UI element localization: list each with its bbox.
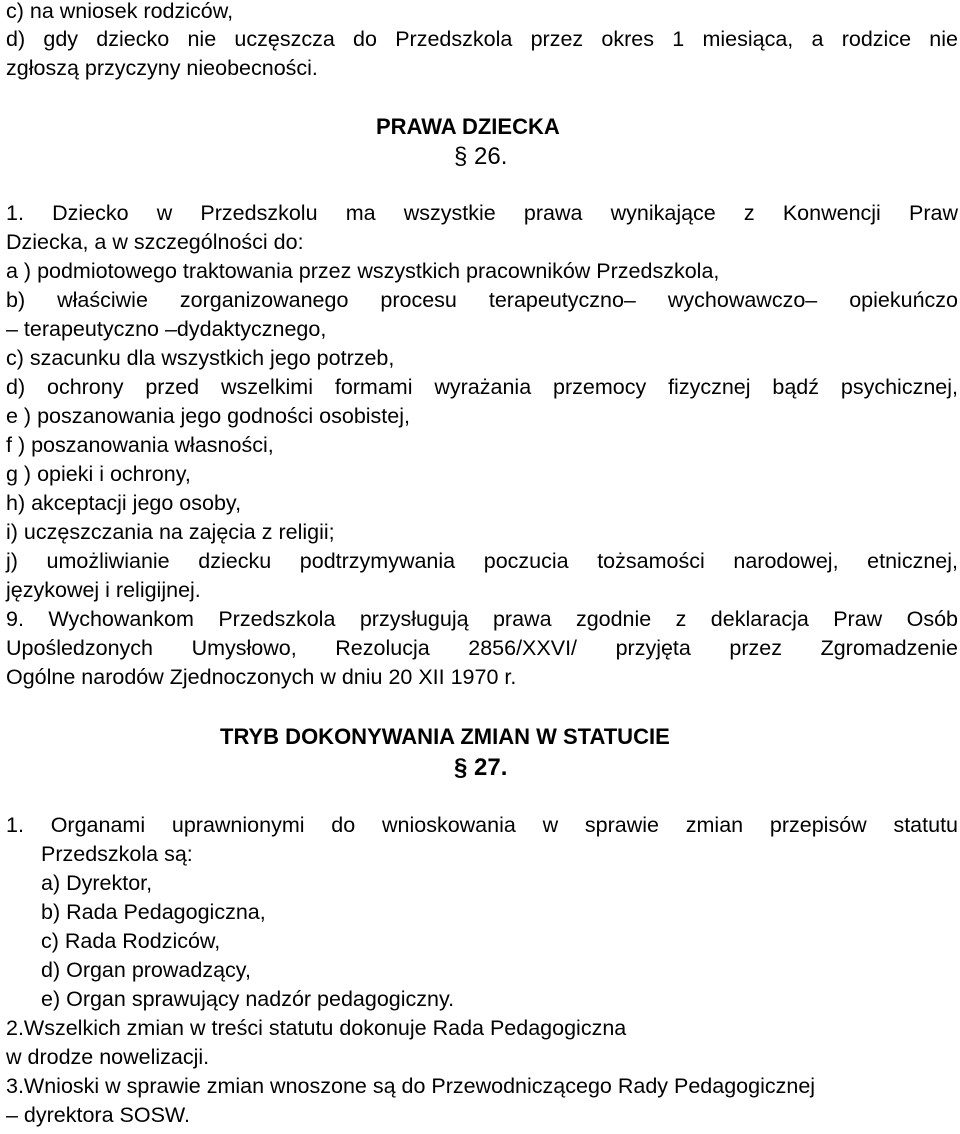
changes-item-a: a) Dyrektor,: [41, 871, 153, 895]
rights-item-b: b) właściwie zorganizowanego procesu terapeutyczno– wychowawczo– opiekuńczo: [6, 288, 958, 312]
rights-item-j-continued: językowej i religijnej.: [6, 578, 201, 602]
rights-paragraph-9: 9. Wychowankom Przedszkola przysługują prawa zgodnie z deklaracja Praw Osób: [6, 607, 958, 631]
changes-paragraph-2: 2.Wszelkich zmian w treści statutu dokonuje Rada Pedagogiczna: [6, 1016, 627, 1040]
rights-item-c: c) szacunku dla wszystkich jego potrzeb,: [6, 346, 395, 370]
rights-item-b-continued: – terapeutyczno –dydaktycznego,: [6, 317, 327, 341]
changes-paragraph-3-continued: – dyrektora SOSW.: [6, 1103, 191, 1127]
changes-item-d: d) Organ prowadzący,: [41, 958, 251, 982]
changes-item-b: b) Rada Pedagogiczna,: [41, 900, 266, 924]
intro-item-c: c) na wniosek rodziców,: [6, 0, 234, 23]
rights-paragraph-9-continued: Upośledzonych Umysłowo, Rezolucja 2856/XXVI/ przyjęta przez Zgromadzenie: [6, 636, 958, 660]
changes-paragraph-2-continued: w drodze nowelizacji.: [6, 1045, 210, 1069]
changes-item-c: c) Rada Rodziców,: [41, 929, 221, 953]
changes-item-e: e) Organ sprawujący nadzór pedagogiczny.: [41, 987, 455, 1011]
section-number-26: § 26.: [454, 143, 508, 170]
changes-paragraph-1: 1. Organami uprawnionymi do wnioskowania w sprawie zmian przepisów statutu: [6, 813, 958, 837]
intro-item-d: d) gdy dziecko nie uczęszcza do Przedszkola przez okres 1 miesiąca, a rodzice nie: [6, 27, 958, 51]
section-number-27: § 27.: [454, 754, 508, 781]
rights-item-a: a ) podmiotowego traktowania przez wszystkich pracowników Przedszkola,: [6, 259, 720, 283]
changes-paragraph-3: 3.Wnioski w sprawie zmian wnoszone są do Przewodniczącego Rady Pedagogicznej: [6, 1074, 816, 1098]
rights-item-d: d) ochrony przed wszelkimi formami wyrażania przemocy fizycznej bądź psychicznej,: [6, 375, 958, 399]
rights-item-h: h) akceptacji jego osoby,: [6, 491, 242, 515]
intro-item-d-continued: zgłoszą przyczyny nieobecności.: [6, 56, 318, 80]
rights-paragraph-1: 1. Dziecko w Przedszkolu ma wszystkie prawa wynikające z Konwencji Praw: [6, 201, 958, 225]
rights-item-e: e ) poszanowania jego godności osobistej,: [6, 404, 410, 428]
rights-item-j: j) umożliwianie dziecku podtrzymywania poczucia tożsamości narodowej, etnicznej,: [6, 549, 958, 573]
section-heading-changes: TRYB DOKONYWANIA ZMIAN W STATUCIE: [220, 724, 670, 749]
section-heading-rights: PRAWA DZIECKA: [376, 114, 560, 139]
rights-paragraph-9-end: Ogólne narodów Zjednoczonych w dniu 20 XII 1970 r.: [6, 665, 517, 689]
rights-item-i: i) uczęszczania na zajęcia z religii;: [6, 520, 335, 544]
rights-paragraph-1-continued: Dziecka, a w szczególności do:: [6, 230, 304, 254]
changes-paragraph-1-continued: Przedszkola są:: [41, 842, 193, 866]
rights-item-f: f ) poszanowania własności,: [6, 433, 274, 457]
rights-item-g: g ) opieki i ochrony,: [6, 462, 191, 486]
